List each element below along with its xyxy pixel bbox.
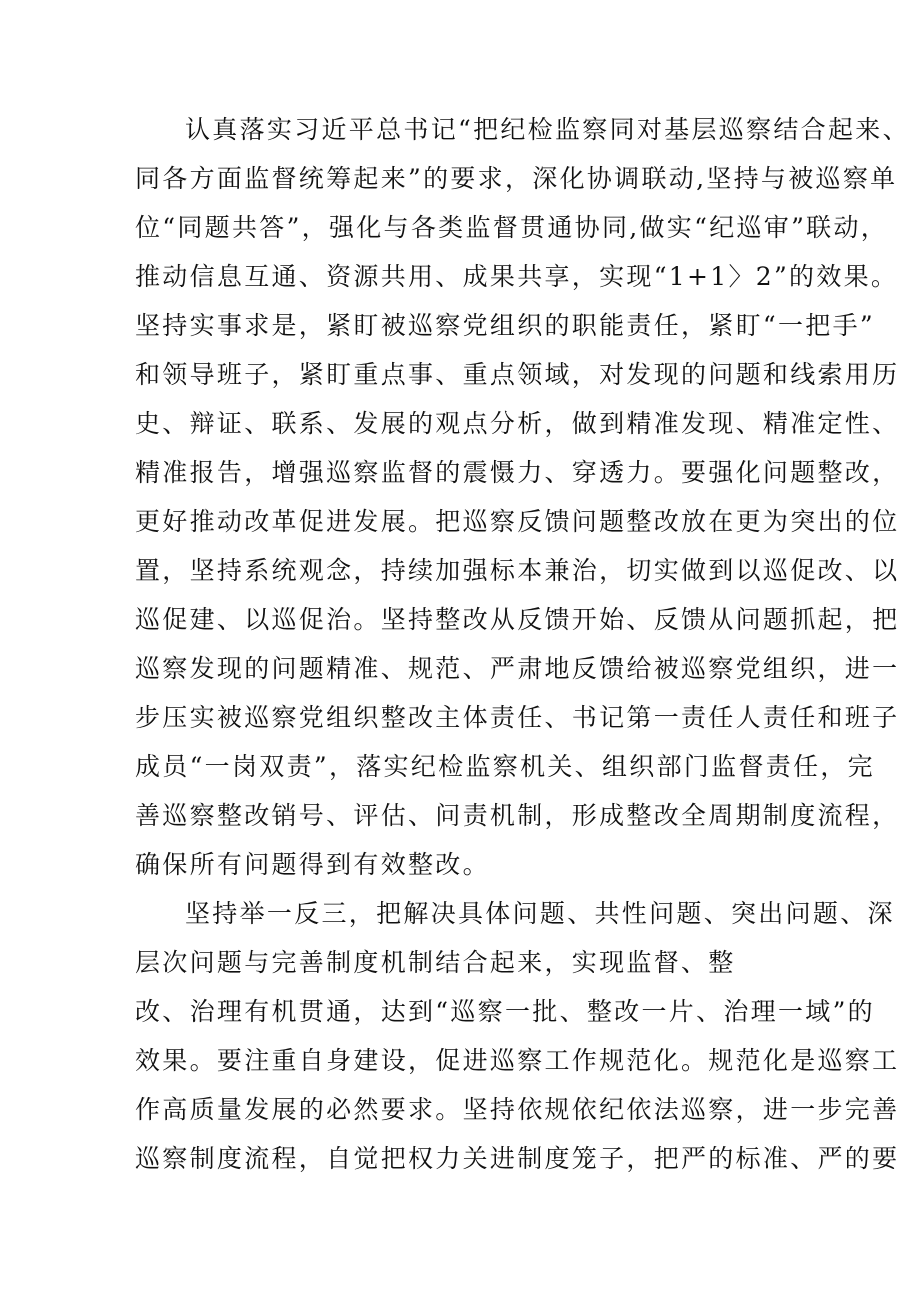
- text-line: 确保所有问题得到有效整改。: [135, 850, 490, 879]
- text-line: 位“同题共答”，强化与各类监督贯通协同,做实“纪巡审”联动，: [135, 213, 889, 242]
- text-line: 善巡察整改销号、评估、问责机制，形成整改全周期制度流程，: [135, 801, 900, 830]
- text-line: 史、辩证、联系、发展的观点分析，做到精准发现、精准定性、: [135, 409, 900, 438]
- text-line: 步压实被巡察党组织整改主体责任、书记第一责任人责任和班子: [135, 703, 900, 732]
- text-line: 巡察制度流程，自觉把权力关进制度笼子，把严的标准、严的要: [135, 1144, 900, 1173]
- text-line: 和领导班子，紧盯重点事、重点领域，对发现的问题和线索用历: [135, 360, 900, 389]
- text-line: 作高质量发展的必然要求。坚持依规依纪依法巡察，进一步完善: [135, 1095, 900, 1124]
- text-line: 坚持举一反三，把解决具体问题、共性问题、突出问题、深: [185, 899, 895, 928]
- text-line: 同各方面监督统筹起来”的要求，深化协调联动,坚持与被巡察单: [135, 164, 898, 193]
- text-line: 层次问题与完善制度机制结合起来，实现监督、整: [135, 948, 736, 977]
- text-line: 效果。要注重自身建设，促进巡察工作规范化。规范化是巡察工: [135, 1046, 900, 1075]
- text-line: 置，坚持系统观念，持续加强标本兼治，切实做到以巡促改、以: [135, 556, 900, 585]
- text-line: 更好推动改革促进发展。把巡察反馈问题整改放在更为突出的位: [135, 507, 900, 536]
- text-line: 坚持实事求是，紧盯被巡察党组织的职能责任，紧盯“一把手”: [135, 311, 875, 340]
- text-line: 推动信息互通、资源共用、成果共享，实现“1+1〉2”的效果。: [135, 262, 899, 291]
- text-line: 认真落实习近平总书记“把纪检监察同对基层巡察结合起来、: [185, 115, 910, 144]
- text-line: 精准报告，增强巡察监督的震慑力、穿透力。要强化问题整改，: [135, 458, 900, 487]
- text-line: 成员“一岗双责”，落实纪检监察机关、组织部门监督责任，完: [135, 752, 875, 781]
- text-line: 巡察发现的问题精准、规范、严肃地反馈给被巡察党组织，进一: [135, 654, 900, 683]
- text-line: 巡促建、以巡促治。坚持整改从反馈开始、反馈从问题抓起，把: [135, 605, 900, 634]
- text-line: 改、治理有机贯通，达到“巡察一批、整改一片、治理一域”的: [135, 997, 875, 1026]
